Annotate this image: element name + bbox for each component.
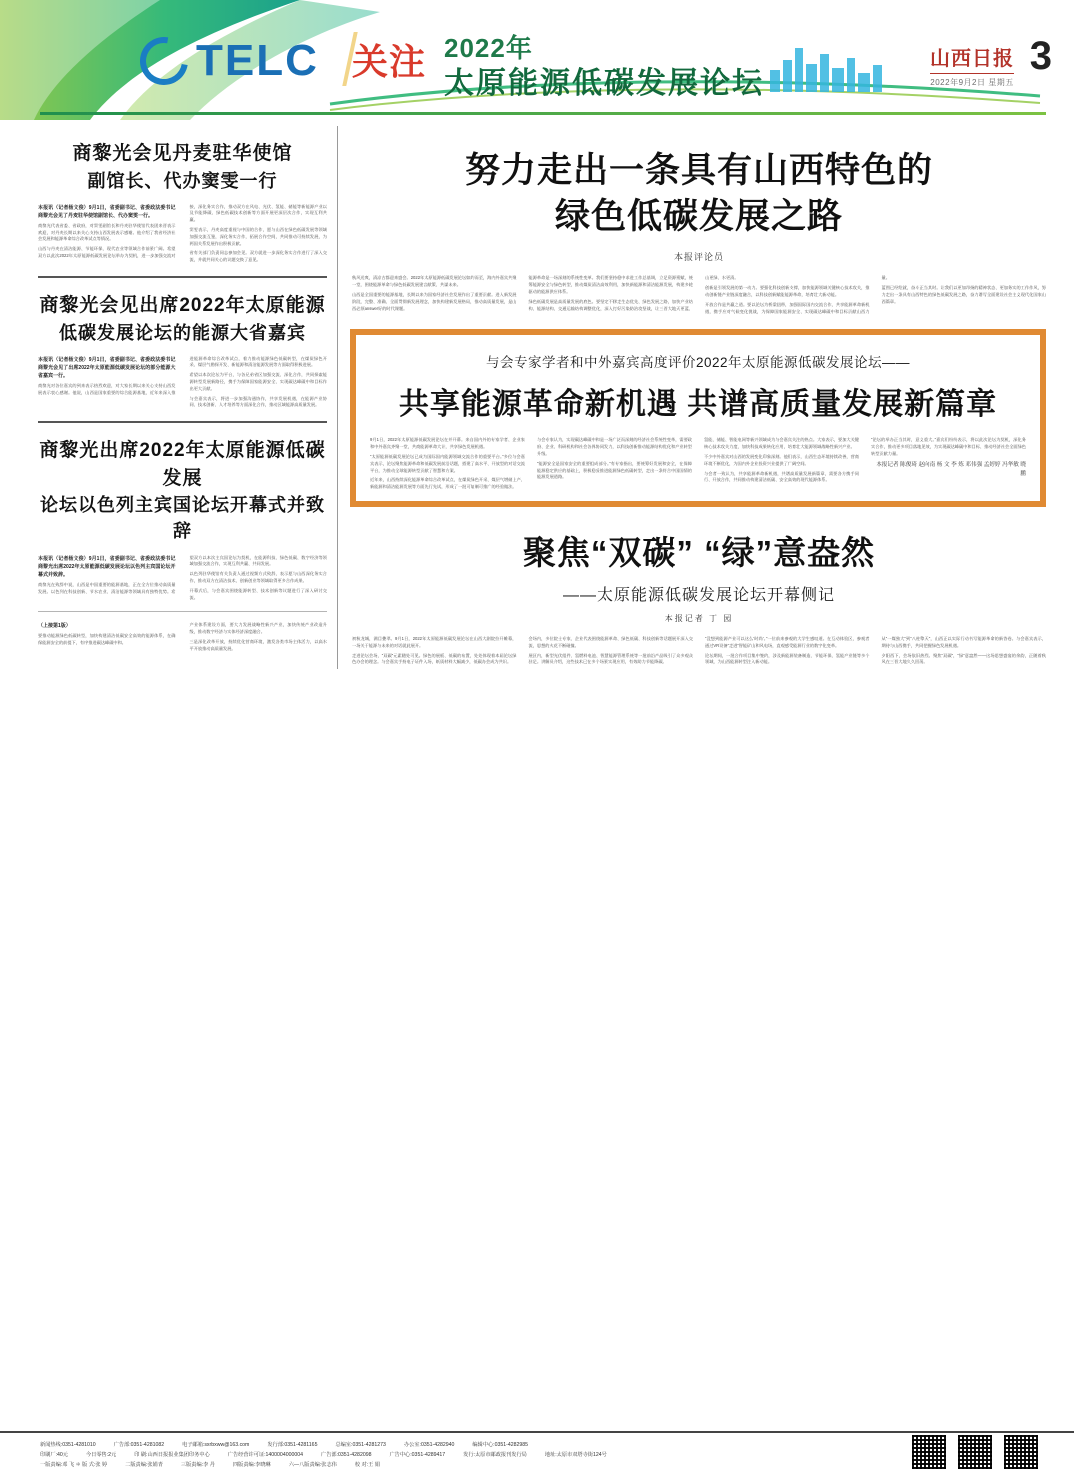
footer-item: 印刷厂:40元 <box>40 1452 68 1459</box>
highlight-signature: 本报记者 陈俊琦 赵向南 杨 文 李 炼 邓伟强 孟婷婷 冯华敏 晓 鹏 <box>876 461 1026 478</box>
footer-item: 办公室:0351-4282940 <box>403 1442 455 1449</box>
qr-code-group <box>910 1433 1040 1471</box>
footer-row-3 <box>40 1461 1044 1471</box>
paper-date: 2022年9月2日 星期五 <box>930 78 1014 87</box>
left-article-2-headline-line1: 商黎光会见出席2022年太原能源 <box>39 295 326 317</box>
attention-label: 关注 <box>352 41 427 82</box>
feature-byline: 本报记者 丁 园 <box>664 613 734 623</box>
footer-item: 广告部:0351-4281082 <box>113 1442 165 1449</box>
footer-item: 印 刷:山西日报报业集团印务中心 <box>134 1452 210 1459</box>
page-footer <box>0 1431 1074 1481</box>
paragraph: 山西与丹麦在清洁能源、节能环保、现代农业等领域合作前景广阔。希望双方以此次2022年太原能源低碳发展论坛举办为契机，进一步加强交流对接，深化务实合作，推动双方在风电、光伏、氢能、储能等新能源产业以及节能降碳、绿色低碳技术创新等方面开展更深层次合作，实现互利共赢。 <box>38 203 327 259</box>
paragraph: 秋风送爽，清凉古都迎来盛会。2022年太原能源低碳发展论坛如约而至，海内外嘉宾共聚一堂，围绕能源革命与绿色低碳发展建言献策、共谋未来。 <box>352 275 517 288</box>
left-article-2-byline: 本报讯（记者杨文俊）9月1日，省委副书记、省委政法委书记商黎光会见了出席2022年太原能源低碳发展论坛的部分能源大省嘉宾一行。 <box>38 356 176 379</box>
footer-item: 编辑中心:0351-4282985 <box>472 1442 529 1449</box>
left-article-1-byline: 本报讯（记者杨文俊）9月1日，省委副书记、省委政法委书记商黎光会见了丹麦驻华使馆副馆长、代办窦雯一行。 <box>38 204 176 219</box>
feature-title: 聚焦“双碳” “绿”意盎然 <box>522 533 876 571</box>
highlight-kicker: 与会专家学者和中外嘉宾高度评价2022年太原能源低碳发展论坛—— <box>485 355 911 371</box>
telc-circle-icon <box>131 28 198 95</box>
paper-nameplate <box>930 42 1014 88</box>
left-article-2 <box>38 292 327 409</box>
section-divider <box>38 611 327 612</box>
forum-year: 2022年 <box>444 33 533 63</box>
left-article-1-body <box>38 204 327 264</box>
feature-article <box>352 527 1046 669</box>
footer-row-2 <box>40 1451 1044 1461</box>
left-article-1 <box>38 140 327 264</box>
telc-logo <box>140 36 319 86</box>
paragraph: 山西是全国重要的能源基地，长期以来为国家经济社会发展作出了重要贡献。进入新发展阶段，完整、准确、全面贯彻新发展理念，加快构建新发展格局，推动高质量发展，是山西必须answer好的时代课题。 <box>352 291 517 311</box>
footer-item: 校 对:王 娟 <box>354 1462 380 1469</box>
footer-item: 电子邮箱:sxrbxww@163.com <box>182 1442 250 1449</box>
city-skyline-icon <box>768 40 888 92</box>
footer-item: 四版责编:李晓琳 <box>232 1462 271 1469</box>
paragraph: “论坛的举办正当其时，意义重大。”嘉宾们纷纷表示，将以此次论坛为契机，深化务实合作，推动更多项目落地见效，为实现碳达峰碳中和目标、推动经济社会全面绿色转型贡献力量。 <box>871 437 1026 456</box>
left-article-3-headline-line2: 论坛以色列主宾国论坛开幕式并致辞 <box>40 495 325 542</box>
footer-item: 广告经营许可证:1400004000004 <box>227 1452 304 1459</box>
paper-name-text: 山西日报 <box>930 42 1014 74</box>
qr-code-app[interactable] <box>956 1433 994 1471</box>
jump-note <box>38 622 327 652</box>
feature-body <box>352 636 1046 669</box>
footer-item: 六—八版责编:张志伟 <box>288 1462 337 1469</box>
section-divider <box>38 421 327 423</box>
paragraph: 三是深化改革开放，持续优化营商环境，激发各类市场主体活力，以高水平开放推动高质量发展。 <box>189 638 327 651</box>
paragraph: 商黎光对各位嘉宾的到来表示热烈欢迎，对大家长期以来关心支持山西发展表示衷心感谢。他说，山西是国家重要的综合能源基地，近年来深入推进能源革命综合改革试点，着力推动能源绿色低碳转型，在煤炭绿色开采、煤层气勘探开发、新能源和清洁能源发展等方面取得积极进展。 <box>38 355 327 395</box>
paragraph: 与会者一致认为，共享能源革命新机遇，共谱高质量发展新篇章，需要各方携手同行、开放合作，共同推动构建清洁低碳、安全高效的现代能源体系。 <box>704 470 859 483</box>
left-article-3-byline: 本报讯（记者杨文俊）9月1日，省委副书记、省委政法委书记商黎光出席2022年太原能源低碳发展论坛以色列主宾国论坛开幕式并致辞。 <box>38 555 176 578</box>
footer-item: 广告中心:0351-4289417 <box>389 1452 446 1459</box>
paragraph: 要推动能源绿色低碳转型，加快构建清洁低碳安全高效的能源体系，在确保能源安全的前提下，有序推进碳达峰碳中和。 <box>38 633 176 646</box>
footer-item: 三版责编:李 丹 <box>180 1462 215 1469</box>
paragraph: 与会嘉宾表示，将进一步加强沟通协作，共享发展机遇，在能源产业协同、技术创新、人才培养等方面深化合作，推动区域能源高质量发展。 <box>189 395 327 408</box>
paragraph: “太原能源低碳发展论坛已成为国际国内能源领域交流合作的重要平台。”多位与会嘉宾表示，论坛聚焦能源革命和低碳发展前沿话题，搭建了高水平、开放型的对话交流平台，为推动全球能源转型贡献了智慧和方案。 <box>370 453 525 473</box>
paragraph: 希望以本次论坛为平台，与各兄弟省区加强交流、深化合作，共同探索能源转型发展新路径，携手为保障国家能源安全、实现碳达峰碳中和目标作出更大贡献。 <box>189 372 327 391</box>
left-article-1-headline-line2: 副馆长、代办窦雯一行 <box>87 170 278 191</box>
editorial-body <box>352 275 1046 315</box>
left-article-1-headline-line1: 商黎光会见丹麦驻华使馆 <box>72 143 293 164</box>
left-column <box>38 126 338 669</box>
paragraph: 以色列驻华使馆有关负责人通过视频方式致辞，表示愿与山西深化务实合作，推动双方在清洁技术、创新创业等领域取得更多合作成果。 <box>189 571 327 583</box>
left-article-2-headline-line2: 低碳发展论坛的能源大省嘉宾 <box>59 322 306 343</box>
paragraph: 能源革命是一场深刻的系统性变革。我们要坚持稳中求进工作总基调，立足资源禀赋，统筹能源安全与绿色转型，推动煤炭清洁高效利用，加快新能源和清洁能源发展，构建多轮驱动的能源供应体系。 <box>528 275 693 294</box>
paragraph: 会场内，多位院士专家、企业代表围绕能源革命、绿色低碳、科技创新等话题展开深入交流，思想的火花不断碰撞。 <box>528 635 693 648</box>
feature-subtitle: ——太原能源低碳发展论坛开幕侧记 <box>562 586 835 604</box>
left-article-2-body <box>38 356 327 410</box>
footer-item: 发行:太原市邮政报刊发行局 <box>463 1452 527 1459</box>
paragraph: 开幕式后，与会嘉宾围绕能源转型、技术创新等议题进行了深入研讨交流。 <box>189 587 327 600</box>
forum-title: 太原能源低碳发展论坛 <box>444 67 764 100</box>
paragraph: 初秋龙城，满目叠翠。9月1日，2022年太原能源低碳发展论坛在山西大剧院拉开帷幕，一场关于能源与未来的对话就此展开。 <box>352 635 517 648</box>
qr-code-weibo[interactable] <box>1002 1433 1040 1471</box>
footer-item: 二版责编:张娟青 <box>125 1462 163 1469</box>
editorial-article <box>352 148 1046 315</box>
paragraph: 开放合作是共赢之道。要以论坛为桥梁纽带，加强国际国内交流合作，共享能源革命新机遇，携手应对气候变化挑战，为保障国家能源安全、实现碳达峰碳中和目标贡献山西力量。 <box>705 275 890 314</box>
paragraph: 9月1日，2022年太原能源低碳发展论坛在并开幕。来自国内外的专家学者、企业家和中外嘉宾齐聚一堂，共商能源革命大计，共享绿色发展机遇。 <box>370 437 525 450</box>
paragraph: 创新是引领发展的第一动力。要强化科技创新支撑，加快能源领域关键核心技术攻关，推动创新链产业链深度融合，以科技创新赋能能源革命，培育壮大新动能。 <box>705 285 870 297</box>
footer-item: 一版责编:邓 飞 ＊ 版 式:张 婷 <box>40 1462 108 1469</box>
paragraph: 论坛期间，一批合作项目集中签约，涉及新能源装备制造、节能环保、氢能产业链等多个领域，为山西能源转型注入新动能。 <box>705 652 870 665</box>
paragraph: 窦雯表示，丹麦高度重视与中国的合作，愿与山西在绿色低碳发展等领域加强交流互鉴，深化务实合作，拓展合作空间，共同推动可持续发展，为两国关系发展作出积极贡献。 <box>189 227 327 246</box>
paragraph: 走进论坛会场，“双碳”元素随处可见。绿色的展板、低碳的布置，处处体现着本届论坛绿色办会的理念。与会嘉宾手持电子证件入场，纸质材料大幅减少，低碳办会成为共识。 <box>352 652 517 665</box>
paragraph: “没想到能源产业可以这么‘时尚’。”一位前来参观的大学生感叹道。在互动体验区，参观者通过VR设备“走进”智能矿山和风电场，直观感受能源行业的数字化变革。 <box>705 635 870 648</box>
right-column <box>338 126 1046 669</box>
left-article-3-headline-line1: 商黎光出席2022年太原能源低碳发展 <box>39 440 326 489</box>
section-divider <box>38 276 327 278</box>
footer-item: 广告部:0351-4282098 <box>321 1452 372 1459</box>
editorial-title-line1: 努力走出一条具有山西特色的 <box>464 151 933 190</box>
footer-item: 发行部:0351-4281165 <box>267 1442 318 1449</box>
paragraph: 与会专家认为，实现碳达峰碳中和是一场广泛而深刻的经济社会系统性变革，需要政府、企业、科研机构和社会各界协同发力，以科技创新推动能源结构优化和产业转型升级。 <box>537 437 692 456</box>
paragraph: 蓝图已经绘就，奋斗正当其时。让我们以更加昂扬的精神状态、更加务实的工作作风，努力走出一条具有山西特色的绿色低碳发展之路，奋力谱写全面建设社会主义现代化国家山西篇章。 <box>881 285 1046 304</box>
paragraph: 近年来，山西持续深化能源革命综合改革试点，在煤炭绿色开采、煤层气增储上产、新能源和清洁能源发展等方面先行先试，形成了一批可复制可推广的经验做法。 <box>370 477 525 490</box>
editorial-byline: 本报评论员 <box>673 252 724 263</box>
highlight-title: 共享能源革命新机遇 共谱高质量发展新篇章 <box>398 388 998 422</box>
footer-item: 新闻热线:0351-4281010 <box>40 1442 96 1449</box>
qr-code-official[interactable] <box>910 1433 948 1471</box>
paragraph: 从“一煤独大”到“八柱擎天”，山西正以实际行动书写能源革命的新答卷。与会嘉宾表示，期待与山西携手，共同把握绿色发展机遇。 <box>881 635 1046 648</box>
jump-note-title: （上接第1版） <box>38 623 71 630</box>
paragraph: 不少中外嘉宾对山西的发展变化印象深刻。他们表示，山西生态环境持续改善，营商环境不断优化，为国内外企业投资兴业提供了广阔空间。 <box>704 453 859 466</box>
paragraph: 产业体系建设方面，要大力发展战略性新兴产业，加快传统产业改造升级，推动数字经济与实体经济深度融合。 <box>189 622 327 635</box>
masthead-divider <box>40 112 1046 115</box>
highlight-body <box>370 437 1026 491</box>
paragraph: 商黎光代表省委、省政府，对窦雯副馆长和丹麦驻华使馆代表团来晋表示欢迎，对丹麦长期以来关心支持山西发展表示感谢。他介绍了我省经济社会发展和能源革命综合改革试点等情况。 <box>38 222 176 242</box>
paragraph: 氢能、储能、智能电网等新兴领域成为与会嘉宾关注的热点。大家表示，要加大关键核心技术攻关力度，加快科技成果转化应用，培育壮大能源领域战略性新兴产业。 <box>704 437 859 450</box>
left-article-3-body <box>38 555 327 602</box>
paragraph: “能源安全是国家安全的重要组成部分。”有专家指出，要统筹好发展和安全，在保障能源稳定供应的基础上，积极稳妥推进能源绿色低碳转型，走出一条符合中国国情的能源发展道路。 <box>537 460 692 480</box>
paragraph: 夕阳西下，会场依旧热烈。聚焦“双碳”，“绿”意盎然——这场思想盛宴的余韵，正随着秋风在三晋大地久久回荡。 <box>881 652 1046 665</box>
masthead <box>0 0 1074 120</box>
editorial-title-line2: 绿色低碳发展之路 <box>554 197 843 237</box>
footer-row-1 <box>40 1441 1044 1451</box>
paragraph: 商黎光在致辞中说，山西是中国重要的能源基地，正在全方位推动高质量发展。以色列在科技创新、节水农业、清洁能源等领域具有独特优势。希望双方以本次主宾国论坛为契机，在能源科技、绿色低碳、数字经济等领域加强交流合作，实现互利共赢、共同发展。 <box>38 554 327 594</box>
paragraph: 绿色低碳发展是高质量发展的底色。要坚定不移走生态优先、绿色发展之路，加快产业结构、能源结构、交通运输结构调整优化，深入打好污染防治攻坚战，让三晋大地天更蓝、山更绿、水更清。 <box>528 275 739 311</box>
footer-item: 总编室:0351-4281273 <box>335 1442 386 1449</box>
telc-logo-text: TELC <box>196 36 319 85</box>
left-article-3 <box>38 437 327 601</box>
page-body <box>0 120 1074 669</box>
footer-item: 今日零售:2元 <box>85 1452 117 1459</box>
highlighted-article <box>350 329 1046 507</box>
page-number: 3 <box>1029 34 1052 78</box>
paragraph: 省有关部门负责同志参加会见。双方就进一步深化务实合作进行了深入交流，并就共同关心的议题交换了意见。 <box>189 250 327 263</box>
footer-item: 地址:太原市双塔寺街124号 <box>544 1452 607 1459</box>
paragraph: 展区内，新型光伏组件、氢燃料电池、智慧能源管理系统等一批前沿产品吸引了众多观众驻足。讲解员介绍，这些技术已在多个场景实现应用，有效助力节能降碳。 <box>528 652 693 665</box>
